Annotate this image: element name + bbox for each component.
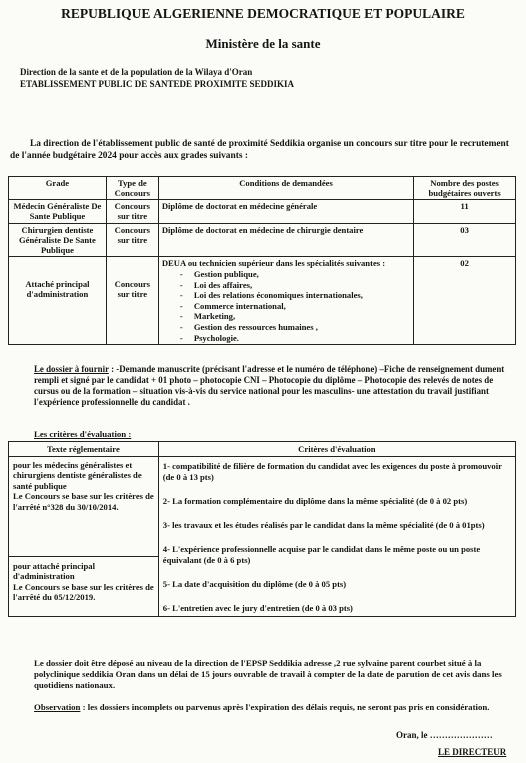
- condition-cell: [158, 257, 413, 345]
- criteria-table: [8, 441, 516, 617]
- list-item: - Marketing,: [194, 311, 410, 322]
- condition-cell: Diplôme de doctorat en médecine générale: [158, 200, 413, 224]
- deposit-paragraph: Le dossier doit être déposé au niveau de la direction de l'EPSP Seddikia adresse ,2 rue sylvaine parent courbet situé à la polyclinique seddikia Oran dans un délai de 15 jours ouvrable de travail à compter de la date de parution de cet avis dans les quotidiens nationaux.: [34, 658, 502, 690]
- list-item: - Gestion des ressources humaines ,: [194, 322, 410, 333]
- issuer-block: [20, 66, 510, 90]
- table-row: [9, 457, 516, 617]
- list-item: - Psychologie.: [194, 333, 410, 344]
- criterion-item: 1- compatibilité de filière de formation du candidat avec les exigences du poste à promouvoir (de 0 à 13 pts): [162, 461, 502, 482]
- condition-text: DEUA ou technicien supérieur dans les spécialités suivantes :: [161, 258, 386, 268]
- observation-paragraph: [34, 702, 514, 713]
- intro-paragraph: La direction de l'établissement public de santé de proximité Seddikia organise un concours sur titre pour le recrutement de l'année budgétaire 2024 pour accès aux grades suivants :: [10, 139, 509, 161]
- dossier-paragraph: [34, 364, 514, 408]
- ministry-title: Ministère de la sante: [205, 36, 321, 51]
- criterion-item: 2- La formation complémentaire du diplôme dans la même spécialité (de 0 à 02 pts): [162, 496, 468, 506]
- criterion-item: 6- L'entretien avec le jury d'entretien (de 0 à 03 pts): [162, 603, 353, 613]
- republic-title: REPUBLIQUE ALGERIENNE DEMOCRATIQUE ET POPULAIRE: [61, 6, 465, 21]
- criterion-item: 3- les travaux et les études réalisés par le candidat dans la même spécialité (de 0 à 01pts): [162, 520, 485, 530]
- criteria-heading: Les critères d'évaluation :: [34, 429, 132, 439]
- positions-table: [8, 176, 516, 345]
- posts-cell: 02: [414, 257, 516, 345]
- establishment-line: ETABLISSEMENT PUBLIC DE SANTEDE PROXIMITE SEDDIKIA: [20, 79, 294, 89]
- condition-cell: Diplôme de doctorat en médecine de chirurgie dentaire: [158, 224, 413, 257]
- regulation-target: pour attaché principal d'administration: [13, 561, 95, 582]
- grade-cell: Attaché principal d'administration: [9, 257, 107, 345]
- list-item: - Loi des affaires,: [194, 280, 410, 291]
- posts-cell: 03: [414, 224, 516, 257]
- table-row: [9, 257, 516, 345]
- list-item: - Loi des relations économiques internationales,: [194, 290, 410, 301]
- column-header: Conditions de demandées: [158, 177, 413, 200]
- column-header: Grade: [9, 177, 107, 200]
- place-date: Oran, le …………………: [396, 730, 493, 740]
- table-row: [9, 200, 516, 224]
- list-item: - Commerce international,: [194, 301, 410, 312]
- regulation-target: pour les médecins généralistes et chirurgiens dentiste généralistes de santé publique: [13, 460, 142, 491]
- table-header-row: [9, 442, 516, 457]
- table-row: [9, 224, 516, 257]
- type-cell: Concours sur titre: [106, 257, 158, 345]
- posts-cell: 11: [414, 200, 516, 224]
- type-cell: Concours sur titre: [106, 224, 158, 257]
- grade-cell: Médecin Généraliste De Sante Publique: [9, 200, 107, 224]
- column-header: Texte réglementaire: [9, 442, 159, 457]
- column-header: Nombre des postes budgétaires ouverts: [414, 177, 516, 200]
- regulation-basis: Le Concours se base sur les critères de l'arrêté du 05/12/2019.: [13, 581, 154, 603]
- regulation-basis: Le Concours se base sur les critères de l'arrêté n°328 du 30/10/2014.: [13, 491, 154, 512]
- observation-text: : les dossiers incomplets ou parvenus après l'expiration des délais requis, ne seront pas pris en considération.: [80, 702, 490, 712]
- signatory-title: LE DIRECTEUR: [438, 747, 507, 757]
- direction-line: Direction de la sante et de la population de la Wilaya d'Oran: [20, 67, 253, 77]
- list-item: - Gestion publique,: [194, 269, 410, 280]
- criteria-cell: [158, 457, 515, 617]
- regulation-text-cell: [9, 457, 159, 617]
- table-header-row: [9, 177, 516, 200]
- column-header: Critères d'évaluation: [158, 442, 515, 457]
- column-header: Type de Concours: [106, 177, 158, 200]
- specialty-list: [162, 269, 410, 343]
- grade-cell: Chirurgien dentiste Généraliste De Sante Publique: [9, 224, 107, 257]
- dossier-text: : -Demande manuscrite (précisant l'adresse et le numéro de téléphone) –Fiche de renseignement dument rempli et signé par le candidat + 01 photo – photocopie CNI – Photocopie du diplôme – Photocopie des relevés de notes de cursus ou de la formation – situation vis-à-vis du service national pour les masculins- une attestation du travail justifiant l'expérience professionnelle du candidat .: [34, 364, 505, 407]
- type-cell: Concours sur titre: [106, 200, 158, 224]
- dossier-label: Le dossier à fournir: [34, 364, 109, 374]
- observation-label: Observation: [34, 702, 81, 712]
- criterion-item: 4- L'expérience professionnelle acquise par le candidat dans le même poste ou un poste équivalant (de 0 à 6 pts): [162, 544, 481, 565]
- criterion-item: 5- La date d'acquisition du diplôme (de 0 à 05 pts): [162, 579, 347, 589]
